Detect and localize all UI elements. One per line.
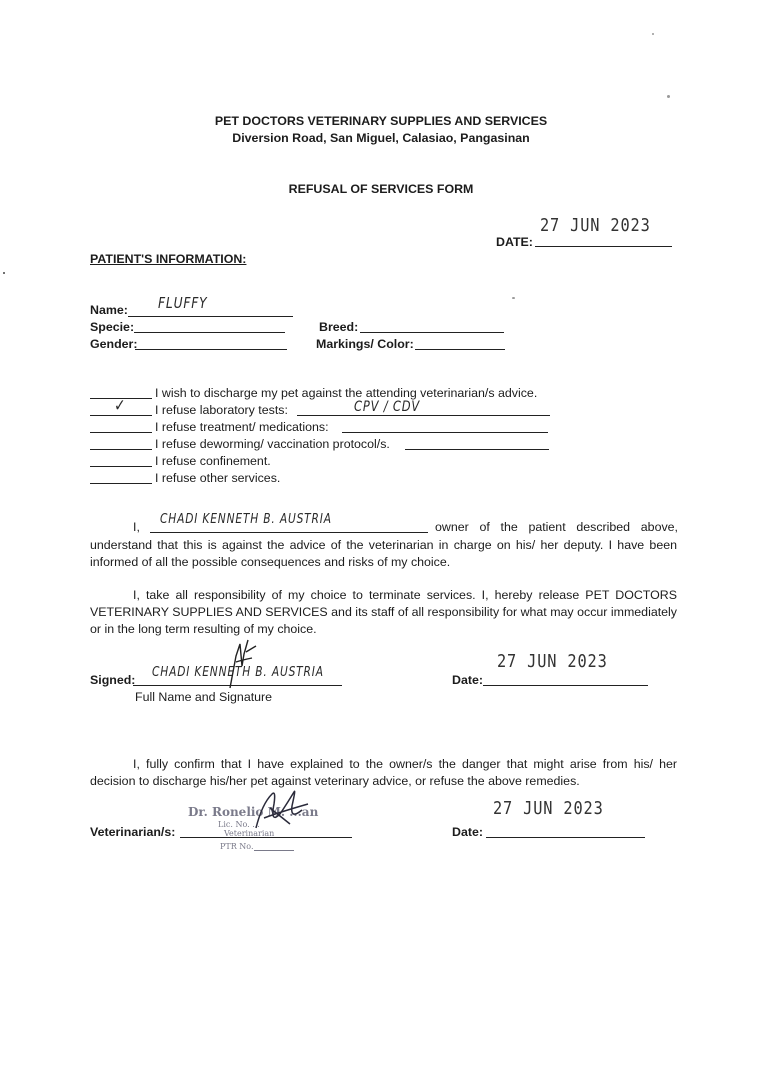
breed-field[interactable] <box>360 332 504 333</box>
option-label: I wish to discharge my pet against the attending veterinarian/s advice. <box>155 386 538 400</box>
top-date-label: DATE: <box>496 235 533 249</box>
markings-field[interactable] <box>415 349 505 350</box>
option-label: I refuse confinement. <box>155 454 271 468</box>
stamp-name: Dr. Ronelio M. ...an <box>188 805 319 819</box>
form-title: REFUSAL OF SERVICES FORM <box>288 182 474 196</box>
org-name: PET DOCTORS VETERINARY SUPPLIES AND SERVICES <box>214 114 548 128</box>
stamp-license: Lic. No. ... <box>218 820 260 829</box>
option-label: I refuse treatment/ medications: <box>155 420 329 434</box>
vet-date-value: 27 JUN 2023 <box>493 798 604 819</box>
org-address: Diversion Road, San Miguel, Calasiao, Pangasinan <box>232 131 530 145</box>
veterinarian-signature-scribble <box>250 784 314 836</box>
gender-label: Gender: <box>90 337 138 351</box>
statement1-prefix: I, <box>133 520 140 534</box>
owner-name-handwritten: CHADI KENNETH B. AUSTRIA <box>160 512 332 527</box>
option-detail-line[interactable] <box>297 415 550 416</box>
option-checkbox-line[interactable] <box>90 483 152 484</box>
stamp-ptr-line <box>254 850 294 851</box>
statement3: I, fully confirm that I have explained to the owner/s the danger that might arise from his/ her decision to discharge his/her pet against veterinary advice, or refuse the above remedies. <box>90 757 677 788</box>
option-checkbox-line[interactable] <box>90 466 152 467</box>
name-field[interactable] <box>128 316 293 317</box>
name-handwritten: FLUFFY <box>158 294 208 312</box>
option-checkbox-line[interactable] <box>90 449 152 450</box>
scan-speck <box>3 272 5 274</box>
option-label: I refuse laboratory tests: <box>155 403 288 417</box>
top-date-line[interactable] <box>535 246 672 247</box>
signed-name-handwritten: CHADI KENNETH B. AUSTRIA <box>152 665 324 680</box>
name-label: Name: <box>90 303 128 317</box>
stamp-ptr: PTR No. <box>220 842 254 851</box>
specie-label: Specie: <box>90 320 135 334</box>
option-label: I refuse other services. <box>155 471 281 485</box>
option-detail-handwritten: CPV / CDV <box>354 399 421 415</box>
signed-label: Signed: <box>90 673 136 687</box>
check-mark: ✓ <box>114 396 127 416</box>
option-detail-line[interactable] <box>405 449 549 450</box>
owner-signature-scribble <box>222 636 262 692</box>
breed-label: Breed: <box>319 320 359 334</box>
vet-date-line[interactable] <box>486 837 645 838</box>
markings-label: Markings/ Color: <box>316 337 414 351</box>
top-date-value: 27 JUN 2023 <box>540 215 651 236</box>
option-checkbox-line[interactable] <box>90 432 152 433</box>
signature-caption: Full Name and Signature <box>135 690 273 704</box>
specie-field[interactable] <box>134 332 285 333</box>
owner-name-line[interactable] <box>150 532 428 533</box>
statement1-body: understand that this is against the advice of the veterinarian in charge on his/ her deputy. I have been informed of all the possible consequences and risks of my choice. <box>90 538 677 569</box>
statement1-line1-tail: owner of the patient described above, <box>435 520 678 534</box>
gender-field[interactable] <box>135 349 287 350</box>
owner-date-value: 27 JUN 2023 <box>497 651 608 672</box>
scan-speck <box>652 33 654 35</box>
vet-date-label: Date: <box>452 825 483 839</box>
veterinarian-label: Veterinarian/s: <box>90 825 176 839</box>
option-label: I refuse deworming/ vaccination protocol/s. <box>155 437 390 451</box>
patient-info-heading: PATIENT'S INFORMATION: <box>90 252 247 266</box>
stamp-title: Veterinarian <box>224 829 275 838</box>
statement2: I, take all responsibility of my choice to terminate services. I, hereby release PET DOCTORS VETERINARY SUPPLIES AND SERVICES and its staff of all responsibility for what may occur immediately or in the long term resulting of my choice. <box>90 588 677 636</box>
owner-date-line[interactable] <box>483 685 648 686</box>
scan-speck <box>512 297 515 299</box>
option-detail-line[interactable] <box>342 432 548 433</box>
owner-date-label: Date: <box>452 673 483 687</box>
scan-speck <box>667 95 670 98</box>
